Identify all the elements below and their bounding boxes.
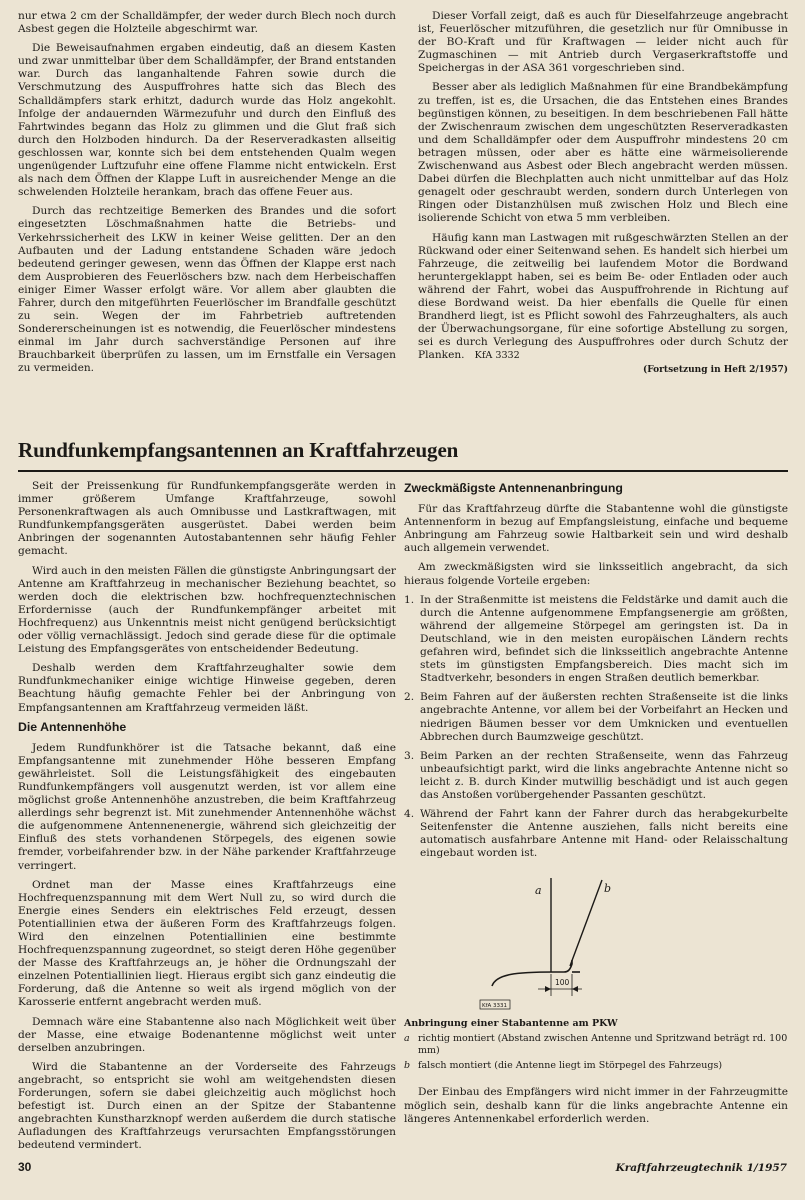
list-number: 3.: [404, 749, 415, 762]
caption-item-b: [404, 1060, 788, 1072]
antenna-diagram: [404, 868, 788, 1016]
headline-rule: [18, 470, 788, 472]
paragraph: Wird auch in den meisten Fällen die günstigste Anbringungsart der Antenne am Kraftfahrzeug in mechanischer Beziehung beachtet, so werden doch die elektrischen bzw. hochfrequenztechnischen Erfordernisse (auch der Rundfunkempfänger arbeitet mit Hochfrequenz) aus Unkenntnis meist nicht genügend berücksichtigt oder völlig vernachlässigt. Jedoch sind gerade diese für die optimale Leistung des Empfangsgerätes von entscheidender Bedeutung.: [18, 564, 396, 656]
caption-label: a: [404, 1033, 410, 1045]
list-item: [404, 594, 788, 686]
list-text: Beim Parken an der rechten Straßenseite, wenn das Fahrzeug unbeaufsichtigt parkt, wird die links angebrachte Antenne nicht so leicht z. B. durch Kinder mutwillig beschädigt und ist auch gegen das Anstoßen vorübergehender Passanten geschützt.: [420, 749, 788, 801]
top-left-column: [18, 10, 396, 382]
paragraph: Für das Kraftfahrzeug dürfte die Stabantenne wohl die günstigste Antennenform in bezug auf Empfangsleistung, einfache und bequeme Anbringung am Fahrzeug sowie Haltbarkeit sein und wird deshalb auch allgemein verwendet.: [404, 503, 788, 555]
main-left-column: [18, 480, 396, 1159]
caption-text: richtig montiert (Abstand zwischen Antenne und Spritzwand beträgt rd. 100 mm): [418, 1033, 788, 1057]
paragraph: Jedem Rundfunkhörer ist die Tatsache bekannt, daß eine Empfangsantenne mit zunehmender Höhe besseren Empfang gewährleistet. Soll die Leistungsfähigkeit des eingebauten Rundfunkempfängers voll ausgenutzt werden, ist vor allem eine möglichst große Antennenhöhe anzustreben, die beim Kraftfahrzeug allerdings sehr begrenzt ist. Mit zunehmender Antennenhöhe wächst die aufgenommene Antennenenergie, während sich gleichzeitig der Einfluß des stets vorhandenen Störpegels, des eigenen sowie fremder, vorbeifahrender bzw. in der Nähe parkender Kraftfahrzeuge verringert.: [18, 741, 396, 872]
paragraph: Seit der Preissenkung für Rundfunkempfangsgeräte werden in immer größerem Umfange Kraftfahrzeuge, sowohl Personenkraftwagen als auch Omnibusse und Lastkraftwagen, mit Rundfunkempfangsgeräten ausgerüstet. Dabei werden beim Anbringen der sogenannten Autostabantennen sehr häufig Fehler gemacht.: [18, 480, 396, 558]
antenna-diagram-svg: [404, 868, 788, 1016]
diagram-label-b: b: [604, 882, 612, 896]
paragraph: Die Beweisaufnahmen ergaben eindeutig, daß an diesem Kasten und zwar unmittelbar über dem Schalldämpfer, der Brand entstanden war. Durch das langanhaltende Fahren sowie durch die Verschmutzung des Auspuffrohres hatte sich das Blech des Schalldämpfers stark erhitzt, dadurch wurde das Holz angekohlt. Infolge der andauernden Wärmezufuhr und durch den Einfluß des Fahrtwindes begann das Holz zu glimmen und die Glut fraß sich durch den Holzboden hindurch. Da der Reserveradkasten allseitig geschlossen war, konnte sich bei dem entstehenden Qualm wegen ungenügender Luftzufuhr eine offene Flamme nicht entwickeln. Erst als nach dem Öffnen der Klappe Luft in ausreichender Menge an die schwelenden Holzteile herankam, brach das offene Feuer aus.: [18, 42, 396, 199]
paragraph: Dieser Vorfall zeigt, daß es auch für Dieselfahrzeuge angebracht ist, Feuerlöscher mitzuführen, die gesetzlich nur für Omnibusse in der BO-Kraft und für Kraftwagen — leider nicht auch für Zugmaschinen — mit Antrieb durch Vergaserkraftstoffe und Speichergas in der ASA 361 vorgeschrieben sind.: [418, 10, 788, 75]
list-text: Beim Fahren auf der äußersten rechten Straßenseite ist die links angebrachte Antenne, vor allem bei der Vorbeifahrt an Hecken und niedrigen Bäumen besser vor dem Umknicken und eventuellen Abbrechen durch Baumzweige geschützt.: [420, 691, 788, 743]
paragraph: Durch das rechtzeitige Bemerken des Brandes und die sofort eingesetzten Löschmaßnahmen hatte die Betriebs- und Verkehrssicherheit des LKW in keiner Weise gelitten. Der an den Aufbauten und der Ladung entstandene Schaden wäre jedoch bedeutend geringer gewesen, wenn das Öffnen der Klappe erst nach dem Ausprobieren des Feuerlöschers bzw. nach dem Herbeischaffen einiger Eimer Wasser erfolgt wäre. Vor allem aber glaubten die Fahrer, durch den mitgeführten Feuerlöscher im Brandfalle geschützt zu sein. Wegen der im Fahrbetrieb auftretenden Sondererscheinungen ist es notwendig, die Feuerlöscher mindestens einmal im Jahr durch sachverständige Personen auf ihre Brauchbarkeit überprüfen zu lassen, um im Ernstfalle ein Versagen zu vermeiden.: [18, 205, 396, 375]
list-item: [404, 691, 788, 743]
caption-item-a: [404, 1033, 788, 1057]
paragraph-text: Häufig kann man Lastwagen mit rußgeschwärzten Stellen an der Rückwand oder einer Seitenwand sehen. Es handelt sich hierbei um Fahrzeuge, die zeitweilig bei laufendem Motor die Bordwand heruntergeklappt haben, sei es beim Be- oder Entladen oder auch während der Fahrt, wobei das Auspuffrohrende in Richtung auf diese Bordwand weist. Da hier ebenfalls die Quelle für einen Brandherd liegt, ist es Pflicht sowohl des Fahrzeughalters, als auch der Überwachungsorgane, für eine sofortige Abstellung zu sorgen, sei es durch Verlegung des Auspuffrohres oder durch Schutz der Planken.: [418, 231, 788, 362]
caption-label: b: [404, 1060, 411, 1072]
dim-arrow-left: [545, 986, 551, 992]
paragraph: Am zweckmäßigsten wird sie linksseitlich angebracht, da sich hieraus folgende Vorteile ergeben:: [404, 561, 788, 587]
paragraph: nur etwa 2 cm der Schalldämpfer, der weder durch Blech noch durch Asbest gegen die Holzteile abgeschirmt war.: [18, 10, 396, 36]
list-number: 2.: [404, 691, 415, 704]
list-text: In der Straßenmitte ist meistens die Feldstärke und damit auch die durch die Antenne aufgenommene Empfangsenergie am größten, während der allgemeine Störpegel am geringsten ist. Da in Deutschland, wie in den meisten europäischen Ländern rechts gefahren wird, befindet sich die linksseitlich angebrachte Antenne stets im günstigsten Empfangsbereich. Dies macht sich im Stadtverkehr, besonders in engen Straßen deutlich bemerkbar.: [420, 593, 788, 685]
article-headline: Rundfunkempfangsantennen an Kraftfahrzeugen: [18, 438, 459, 462]
kfa-reference: KfA 3332: [474, 350, 520, 362]
subheading-antennenhoehe: Die Antennenhöhe: [18, 719, 127, 734]
list-number: 1.: [404, 593, 415, 606]
journal-footer: Kraftfahrzeugtechnik 1/1957: [615, 1162, 787, 1174]
continuation-note: (Fortsetzung in Heft 2/1957): [643, 365, 788, 376]
paragraph: Demnach wäre eine Stabantenne also nach Möglichkeit weit über der Masse, eine etwaige Bodenantenne möglichst weit unter derselben anzubringen.: [18, 1015, 396, 1054]
paragraph: Wird die Stabantenne an der Vorderseite des Fahrzeugs angebracht, so entspricht sie wohl am weitgehendsten diesen Forderungen, sofern sie dabei gleichzeitig auch möglichst hoch befestigt ist. Durch einen an der Spitze der Stabantenne angebrachten Kunstharzknopf werden außerdem die durch statische Aufladungen des Kraftfahrzeugs verursachten Empfangsstörungen bedeutend vermindert.: [18, 1060, 396, 1152]
top-right-column: [418, 10, 788, 378]
list-text: Während der Fahrt kann der Fahrer durch das herabgekurbelte Seitenfenster die Antenne ausziehen, falls nicht bereits eine automatisch ausfahrbare Antenne mit Hand- oder Relaisschaltung eingebaut worden ist.: [420, 808, 788, 860]
diagram-label-a: a: [535, 884, 542, 898]
page-number: 30: [18, 1160, 32, 1174]
paragraph: Ordnet man der Masse eines Kraftfahrzeugs eine Hochfrequenzspannung mit dem Wert Null zu, so wird durch die Energie eines Senders ein elektrisches Feld erzeugt, dessen Potentiallinien etwa der äußeren Form des Kraftfahrzeugs folgen. Wird den einzelnen Potentiallinien eine bestimmte Hochfrequenzspannung zugeordnet, so steigt deren Höhe gegenüber der Masse des Kraftfahrzeugs an, je höher die Ordnungszahl der einzelnen Potentiallinien liegt. Hieraus ergibt sich ganz eindeutig die Forderung, daß die Antenne so weit als irgend möglich von der Karosserie entfernt angebracht werden muß.: [18, 878, 396, 1009]
caption-text: falsch montiert (die Antenne liegt im Störpegel des Fahrzeugs): [418, 1060, 723, 1072]
diagram-dimension: 100: [555, 978, 570, 988]
subheading-antennenanbringung: Zweckmäßigste Antennenanbringung: [404, 481, 623, 495]
paragraph: [418, 232, 788, 363]
paragraph: Deshalb werden dem Kraftfahrzeughalter sowie dem Rundfunkmechaniker einige wichtige Hinweise gegeben, deren Beachtung häufig gemachte Fehler bei der Anbringung von Empfangsantennen am Kraftfahrzeug vermeiden läßt.: [18, 662, 396, 714]
paragraph: Besser aber als lediglich Maßnahmen für eine Brandbekämpfung zu treffen, ist es, die Ursachen, die das Entstehen eines Brandes begünstigen können, zu beseitigen. In dem beschriebenen Fall hätte der Zwischenraum zwischen dem ungeschützten Reserveradkasten und dem Schalldämpfer oder dem Auspuffrohr mindestens 20 cm betragen müssen, oder aber es hätte eine wärmeisolierende Zwischenwand aus Asbest oder Blech angebracht werden müssen. Dabei dürfen die Blechplatten auch nicht unmittelbar auf das Holz genagelt oder geschraubt werden, sondern durch Unterlegen von Ringen oder Distanzhülsen muß zwischen Holz und Blech eine isolierende Schicht von etwa 5 mm verbleiben.: [418, 81, 788, 225]
diagram-kfa-stamp: KfA 3331: [482, 1003, 508, 1010]
caption-title: Anbringung einer Stabantenne am PKW: [404, 1018, 618, 1030]
diagram-caption: [404, 1018, 788, 1072]
antenna-b: [570, 880, 602, 966]
list-item: [404, 750, 788, 802]
advantages-list: [404, 594, 788, 861]
main-right-column: [404, 480, 788, 1132]
dim-arrow-right: [572, 986, 578, 992]
paragraph: Der Einbau des Empfängers wird nicht immer in der Fahrzeugmitte möglich sein, deshalb kann für die links angebrachte Antenne ein längeres Antennenkabel erforderlich werden.: [404, 1086, 788, 1125]
list-item: [404, 808, 788, 860]
list-number: 4.: [404, 808, 415, 821]
